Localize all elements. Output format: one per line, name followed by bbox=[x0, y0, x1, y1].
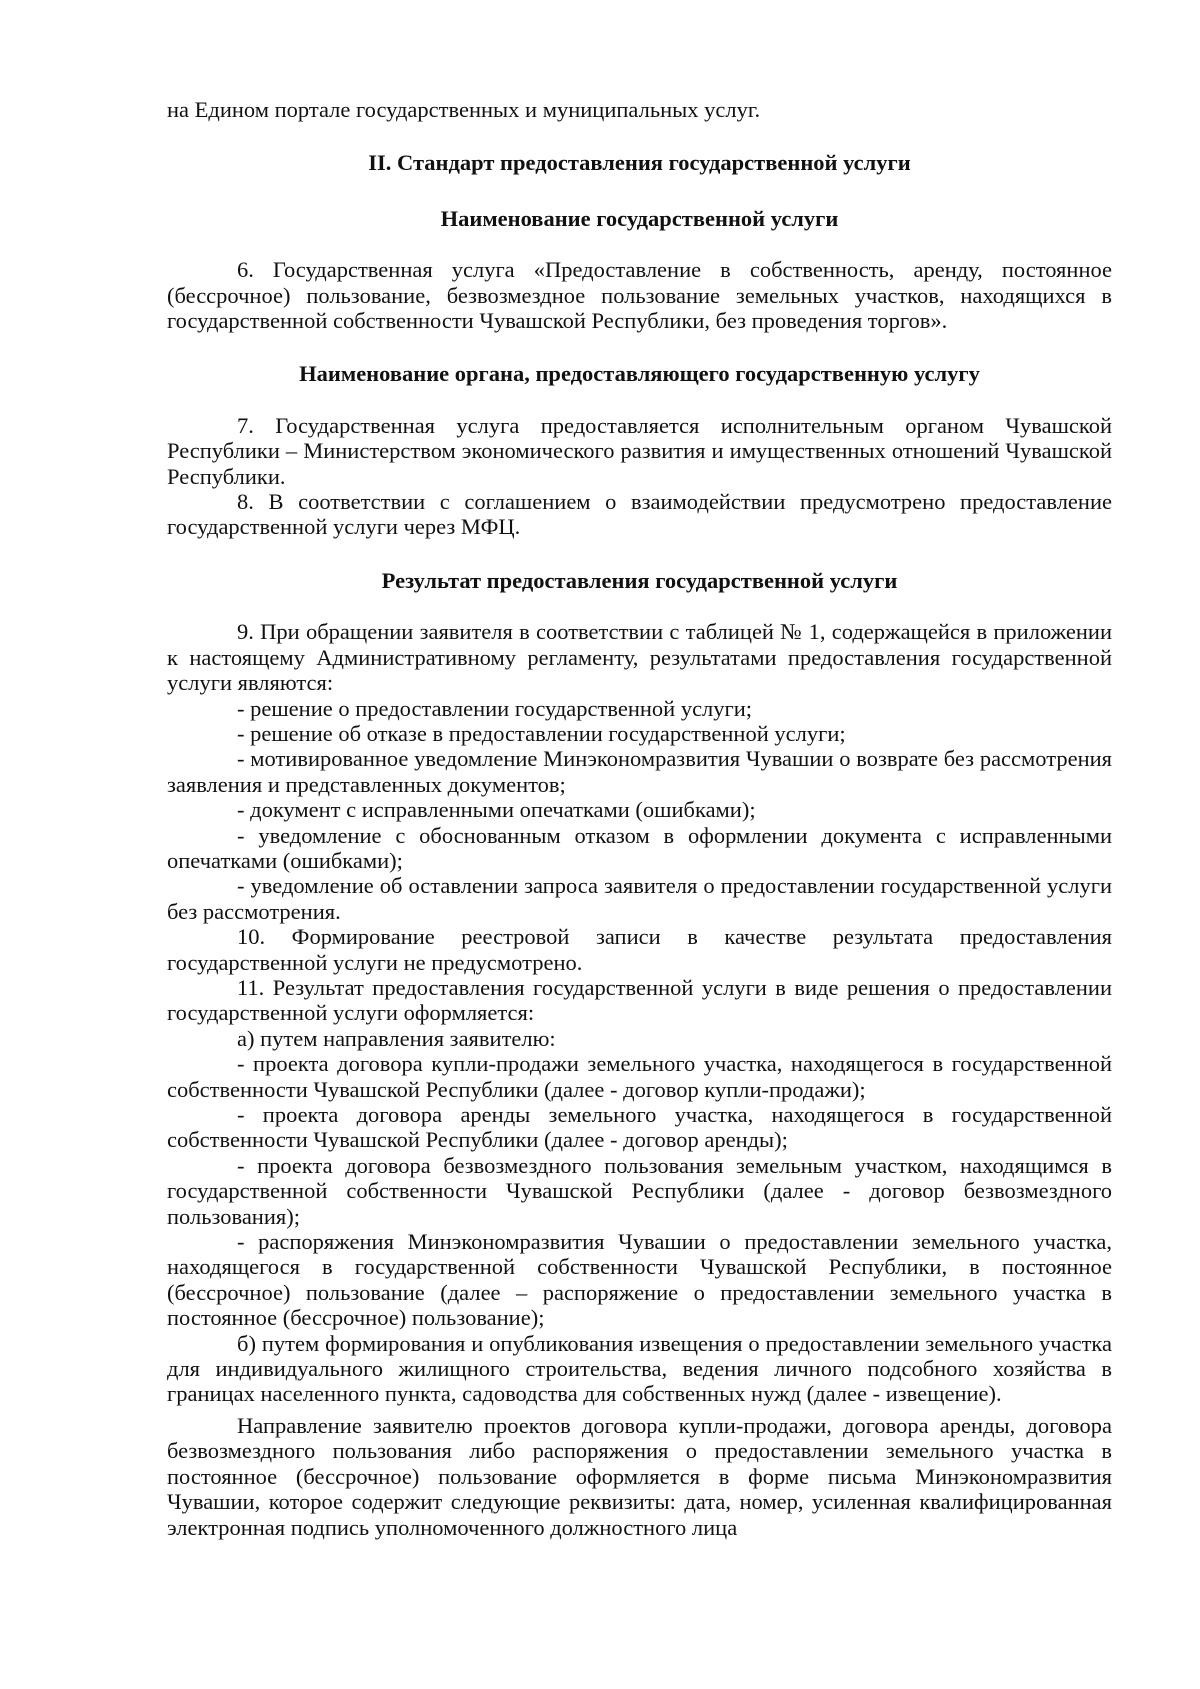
paragraph-11-b: б) путем формирования и опубликования извещения о предоставлении земельного участка для индивидуального жилищного строительства, ведения личного подсобного хозяйства в границах населенного пункта, садоводства для собственных нужд (далее - извещение). bbox=[167, 1330, 1112, 1407]
opening-line: на Едином портале государственных и муниципальных услуг. bbox=[167, 97, 761, 122]
paragraph-11: 11. Результат предоставления государственной услуги в виде решения о предоставлении государственной услуги оформляется: bbox=[167, 974, 1112, 1026]
paragraph-10: 10. Формирование реестровой записи в качестве результата предоставления государственной услуги не предусмотрено. bbox=[167, 924, 1112, 975]
paragraph-6: 6. Государственная услуга «Предоставление в собственность, аренду, постоянное (бессрочное) пользование, безвозмездное пользование земельных участков, находящихся в государственной собственности Чувашской Республики, без проведения торгов». bbox=[167, 257, 1112, 334]
list-item: - уведомление с обоснованным отказом в оформлении документа с исправленными опечатками (ошибками); bbox=[167, 822, 1112, 873]
list-item: - проекта договора аренды земельного участка, находящегося в государственной собственности Чувашской Республики (далее - договор аренды); bbox=[167, 1102, 1112, 1153]
heading-result: Результат предоставления государственной услуги bbox=[381, 567, 898, 593]
list-item: - распоряжения Минэкономразвития Чувашии о предоставлении земельного участка, находящегося в государственной собственности Чувашской Республики, в постоянное (бессрочное) пользование (далее – распоряжение о предоставлении земельного участка в постоянное (бессрочное) пользование); bbox=[167, 1229, 1112, 1331]
paragraph-7: 7. Государственная услуга предоставляется исполнительным органом Чувашской Республики – Министерством экономического развития и имущественных отношений Чувашской Республики. bbox=[167, 412, 1112, 489]
list-item: - документ с исправленными опечатками (ошибками); bbox=[237, 797, 756, 823]
list-item: - проекта договора безвозмездного пользования земельным участком, находящимся в государственной собственности Чувашской Республики (далее - договор безвозмездного пользования); bbox=[167, 1152, 1112, 1229]
document-body bbox=[167, 97, 1112, 1540]
list-item: - мотивированное уведомление Минэкономразвития Чувашии о возврате без рассмотрения заявления и представленных документов; bbox=[167, 746, 1112, 797]
paragraph-final: Направление заявителю проектов договора купли-продажи, договора аренды, договора безвозмездного пользования либо распоряжения о предоставлении земельного участка в постоянное (бессрочное) пользование оформляется в форме письма Минэкономразвития Чувашии, которое содержит следующие реквизиты: дата, номер, усиленная квалифицированная электронная подпись уполномоченного должностного лица bbox=[167, 1412, 1112, 1540]
heading-authority: Наименование органа, предоставляющего государственную услугу bbox=[299, 361, 980, 387]
list-item: - решение об отказе в предоставлении государственной услуги; bbox=[237, 720, 846, 746]
paragraph-11-a: а) путем направления заявителю: bbox=[237, 1025, 556, 1051]
section-title: II. Стандарт предоставления государственной услуги bbox=[368, 150, 911, 176]
paragraph-9: 9. При обращении заявителя в соответствии с таблицей № 1, содержащейся в приложении к настоящему Административному регламенту, результатами предоставления государственной услуги являются: bbox=[167, 619, 1112, 696]
list-item: - уведомление об оставлении запроса заявителя о предоставлении государственной услуги без рассмотрения. bbox=[167, 873, 1112, 924]
list-item: - решение о предоставлении государственной услуги; bbox=[237, 695, 753, 721]
list-item: - проекта договора купли-продажи земельного участка, находящегося в государственной собственности Чувашской Республики (далее - договор купли-продажи); bbox=[167, 1051, 1112, 1102]
paragraph-8: 8. В соответствии с соглашением о взаимодействии предусмотрено предоставление государственной услуги через МФЦ. bbox=[167, 489, 1112, 540]
heading-service-name: Наименование государственной услуги bbox=[440, 205, 839, 231]
